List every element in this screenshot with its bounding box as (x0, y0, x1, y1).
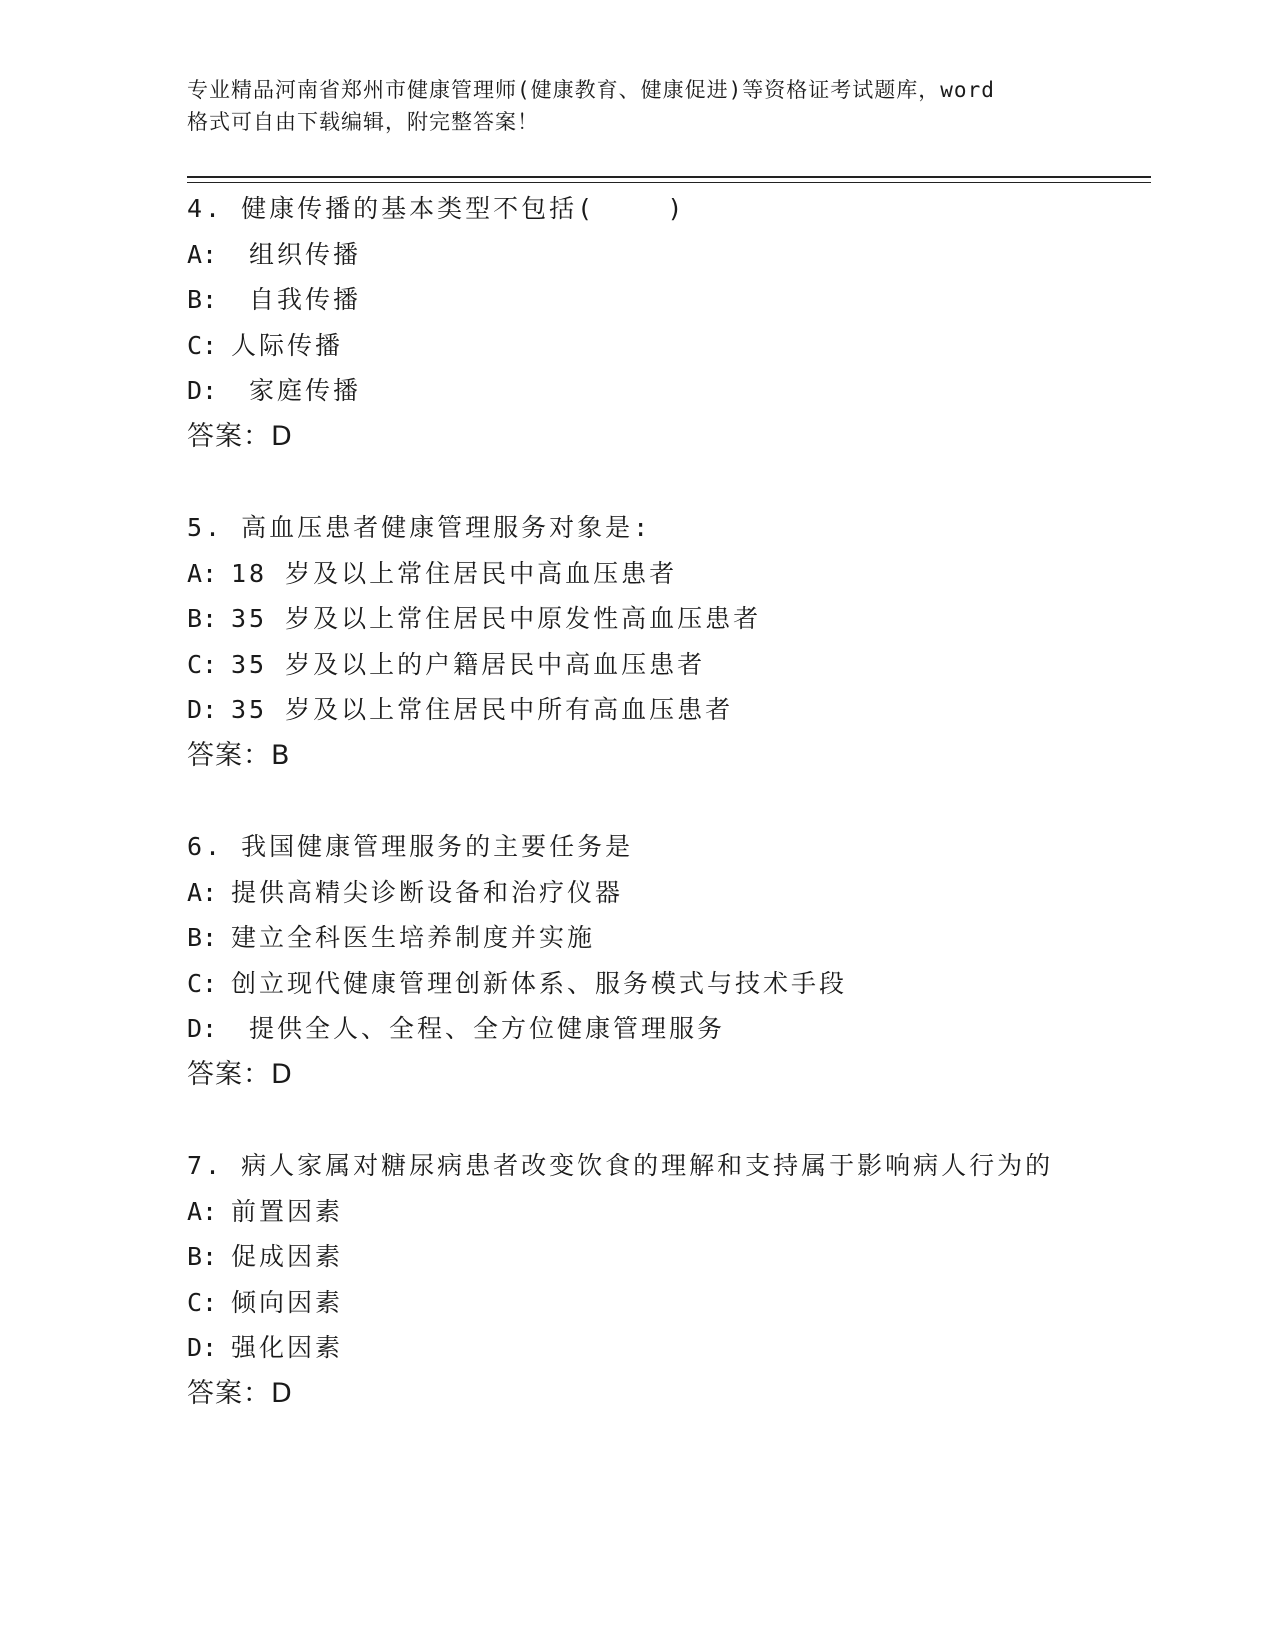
option-a (187, 870, 1151, 916)
option-d (187, 368, 1151, 414)
option-text: 倾向因素 (231, 1287, 344, 1317)
option-b (187, 915, 1151, 961)
header-divider-thin (187, 182, 1151, 183)
option-text: 提供全人、全程、全方位健康管理服务 (231, 1014, 726, 1043)
option-prefix: C: (187, 1287, 218, 1317)
answer-line: 答案：D (187, 1377, 293, 1409)
option-prefix: C: (187, 968, 218, 998)
option-d (187, 1325, 1151, 1371)
option-b (187, 277, 1151, 323)
option-text: 人际传播 (231, 330, 344, 360)
option-prefix: D: (187, 1333, 218, 1362)
option-prefix: A: (187, 558, 218, 588)
option-c (187, 1280, 1151, 1326)
option-prefix: C: (187, 330, 218, 360)
document-header (187, 74, 1087, 138)
option-a (187, 232, 1151, 278)
option-d (187, 687, 1151, 733)
option-text: 组织传播 (231, 239, 362, 269)
question-stem: 5. 高血压患者健康管理服务对象是: (187, 513, 652, 542)
option-prefix: D: (187, 695, 218, 724)
answer-line: 答案：B (187, 739, 291, 771)
option-text: 强化因素 (231, 1333, 344, 1362)
question-5 (187, 505, 1151, 778)
option-prefix: A: (187, 239, 218, 269)
option-text: 35 岁及以上常住居民中原发性高血压患者 (231, 604, 762, 633)
option-text: 18 岁及以上常住居民中高血压患者 (231, 558, 678, 588)
option-c (187, 323, 1151, 369)
option-prefix: B: (187, 604, 218, 633)
option-prefix: A: (187, 1196, 218, 1226)
question-stem: 7. 病人家属对糖尿病患者改变饮食的理解和支持属于影响病人行为的 (187, 1151, 1054, 1180)
question-4 (187, 186, 1151, 459)
option-text: 家庭传播 (231, 376, 362, 405)
question-stem: 6. 我国健康管理服务的主要任务是 (187, 832, 634, 861)
answer-line: 答案：D (187, 1058, 293, 1090)
option-prefix: B: (187, 285, 218, 314)
option-prefix: C: (187, 649, 218, 679)
option-a (187, 551, 1151, 597)
option-text: 35 岁及以上常住居民中所有高血压患者 (231, 695, 734, 724)
header-line-1: 专业精品河南省郑州市健康管理师(健康教育、健康促进)等资格证考试题库，word (187, 78, 995, 102)
option-a (187, 1189, 1151, 1235)
option-prefix: D: (187, 376, 218, 405)
option-c (187, 961, 1151, 1007)
question-list (187, 186, 1151, 1462)
option-prefix: A: (187, 877, 218, 907)
option-b (187, 596, 1151, 642)
header-line-2: 格式可自由下载编辑，附完整答案！ (187, 110, 539, 134)
option-prefix: D: (187, 1014, 218, 1043)
question-6 (187, 824, 1151, 1097)
option-b (187, 1234, 1151, 1280)
option-d (187, 1006, 1151, 1052)
option-text: 创立现代健康管理创新体系、服务模式与技术手段 (231, 968, 848, 998)
question-7 (187, 1143, 1151, 1416)
option-text: 提供高精尖诊断设备和治疗仪器 (231, 877, 624, 907)
header-divider-thick (187, 176, 1151, 178)
option-text: 前置因素 (231, 1196, 344, 1226)
option-text: 促成因素 (231, 1242, 344, 1271)
question-stem: 4. 健康传播的基本类型不包括( ) (187, 194, 686, 223)
option-c (187, 642, 1151, 688)
option-prefix: B: (187, 923, 218, 952)
option-text: 35 岁及以上的户籍居民中高血压患者 (231, 649, 706, 679)
answer-line: 答案：D (187, 420, 293, 452)
option-text: 建立全科医生培养制度并实施 (231, 923, 596, 952)
option-prefix: B: (187, 1242, 218, 1271)
option-text: 自我传播 (231, 285, 362, 314)
